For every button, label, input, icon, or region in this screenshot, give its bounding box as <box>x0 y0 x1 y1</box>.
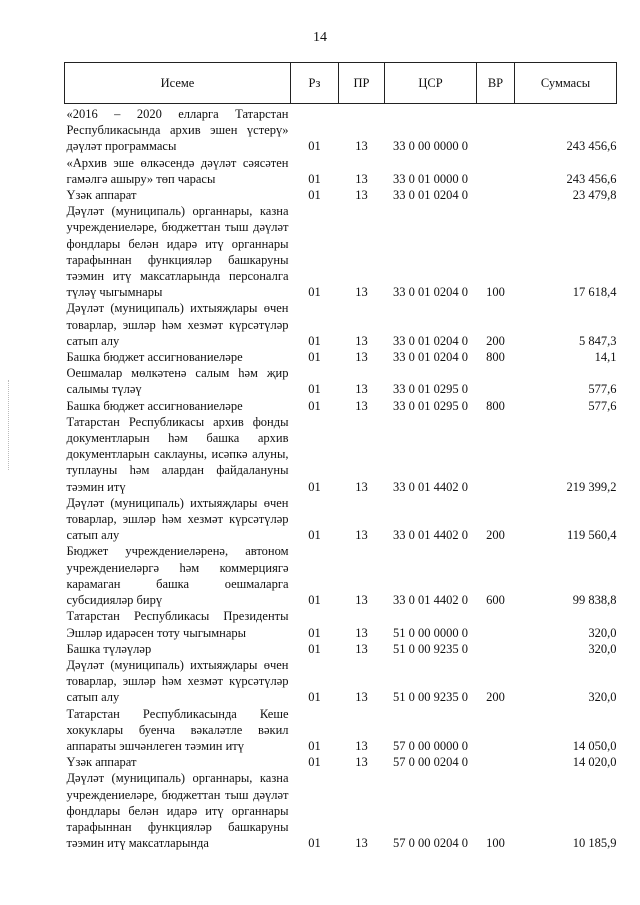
table-row <box>65 770 617 851</box>
row-rz: 01 <box>308 285 321 300</box>
row-rz: 01 <box>308 333 321 348</box>
row-vr <box>477 641 515 657</box>
header-rz: Рз <box>291 63 339 104</box>
table-header <box>65 63 617 104</box>
row-name: Оешмалар мөлкәтенә салым һәм җир салымы түләү <box>66 366 289 397</box>
table-row <box>65 155 617 187</box>
row-pr: 13 <box>355 738 368 753</box>
row-rz: 01 <box>308 836 321 851</box>
row-name: Үзәк аппарат <box>66 188 137 203</box>
row-pr: 13 <box>355 398 368 413</box>
row-sum: 577,6 <box>588 398 617 413</box>
row-vr: 600 <box>486 593 505 608</box>
row-rz: 01 <box>308 350 321 365</box>
row-pr: 13 <box>355 836 368 851</box>
row-vr <box>477 104 515 155</box>
row-vr: 100 <box>486 285 505 300</box>
table-row <box>65 543 617 608</box>
row-csr: 51 0 00 9235 0 <box>393 641 468 656</box>
row-csr: 33 0 01 0204 0 <box>393 285 468 300</box>
row-rz: 01 <box>308 382 321 397</box>
row-vr <box>477 608 515 640</box>
row-sum: 243 456,6 <box>566 171 617 186</box>
row-name: Үзәк аппарат <box>66 755 137 770</box>
row-name: Бюджет учреждениеләренә, автоном учреждениеләргә һәм коммерциягә карамаган башка оешмаларга субсидияләр бирү <box>66 544 289 608</box>
row-sum: 10 185,9 <box>572 836 617 851</box>
row-csr: 33 0 01 0000 0 <box>393 171 468 186</box>
row-rz: 01 <box>308 755 321 770</box>
row-vr <box>477 414 515 495</box>
row-sum: 5 847,3 <box>579 333 617 348</box>
row-pr: 13 <box>355 641 368 656</box>
table-row <box>65 641 617 657</box>
header-sum: Суммасы <box>515 63 617 104</box>
table-row <box>65 187 617 203</box>
table-row <box>65 104 617 155</box>
row-name: Дәүләт (муниципаль) ихтыяҗлары өчен товарлар, эшләр һәм хезмәт күрсәтүләр сатып алу <box>66 657 289 705</box>
row-vr: 100 <box>486 836 505 851</box>
table-row <box>65 706 617 755</box>
row-pr: 13 <box>355 625 368 640</box>
row-vr <box>477 155 515 187</box>
table-row <box>65 365 617 397</box>
header-pr: ПР <box>339 63 385 104</box>
page-number: 14 <box>313 30 327 45</box>
row-rz: 01 <box>308 139 321 154</box>
row-name: «2016 – 2020 елларга Татарстан Республикасында архив эшен үстерү» дәүләт программасы <box>66 107 289 154</box>
row-sum: 243 456,6 <box>566 139 617 154</box>
row-rz: 01 <box>308 171 321 186</box>
row-name: Дәүләт (муниципаль) ихтыяҗлары өчен товарлар, эшләр һәм хезмәт күрсәтүләр сатып алу <box>66 495 289 543</box>
table-row <box>65 495 617 544</box>
row-vr <box>477 187 515 203</box>
row-pr: 13 <box>355 350 368 365</box>
row-csr: 33 0 01 4402 0 <box>393 479 468 494</box>
row-pr: 13 <box>355 528 368 543</box>
row-sum: 99 838,8 <box>572 593 617 608</box>
scan-margin-mark <box>8 380 10 470</box>
row-sum: 320,0 <box>588 690 617 705</box>
row-vr: 200 <box>486 528 505 543</box>
budget-table <box>64 62 617 851</box>
row-sum: 119 560,4 <box>566 528 617 543</box>
row-csr: 33 0 01 0204 0 <box>393 350 468 365</box>
row-pr: 13 <box>355 382 368 397</box>
row-csr: 51 0 00 9235 0 <box>393 690 468 705</box>
row-pr: 13 <box>355 755 368 770</box>
header-csr: ЦСР <box>385 63 477 104</box>
row-pr: 13 <box>355 139 368 154</box>
row-pr: 13 <box>355 285 368 300</box>
row-pr: 13 <box>355 479 368 494</box>
row-sum: 577,6 <box>588 382 617 397</box>
row-rz: 01 <box>308 690 321 705</box>
row-name: Башка бюджет ассигнованиеләре <box>66 398 243 413</box>
row-csr: 33 0 01 4402 0 <box>393 528 468 543</box>
row-name: Башка бюджет ассигнованиеләре <box>66 350 243 365</box>
row-name: Дәүләт (муниципаль) органнары, казна учреждениеләре, бюджеттан тыш дәүләт фондлары белән идарә итү органнары тарафыннан функцияләр башкаруны тәэмин итү максатларында персоналга түләү чыгымнары <box>66 204 289 300</box>
table-body <box>65 104 617 852</box>
table-row <box>65 300 617 349</box>
row-rz: 01 <box>308 625 321 640</box>
row-vr <box>477 706 515 755</box>
row-pr: 13 <box>355 593 368 608</box>
row-sum: 14 020,0 <box>572 755 617 770</box>
table-row <box>65 398 617 414</box>
row-pr: 13 <box>355 188 368 203</box>
row-pr: 13 <box>355 333 368 348</box>
row-vr <box>477 754 515 770</box>
table-row <box>65 203 617 300</box>
row-csr: 33 0 01 0204 0 <box>393 188 468 203</box>
row-csr: 57 0 00 0204 0 <box>393 836 468 851</box>
row-sum: 17 618,4 <box>572 285 617 300</box>
row-rz: 01 <box>308 528 321 543</box>
row-name: Татарстан Республикасы Президенты Эшләр идарәсен тоту чыгымнары <box>66 609 289 640</box>
row-vr: 800 <box>486 350 505 365</box>
table-row <box>65 754 617 770</box>
row-rz: 01 <box>308 188 321 203</box>
row-sum: 219 399,2 <box>566 479 617 494</box>
table-row <box>65 657 617 706</box>
row-name: Татарстан Республикасы архив фонды документларын һәм башка архив документларын саклауны, исәпкә алуны, туплауны һәм алардан файдалануны тәэмин итү <box>66 414 289 494</box>
row-rz: 01 <box>308 593 321 608</box>
row-csr: 33 0 01 0295 0 <box>393 382 468 397</box>
row-csr: 33 0 01 0295 0 <box>393 398 468 413</box>
row-sum: 14 050,0 <box>572 738 617 753</box>
row-vr: 800 <box>486 398 505 413</box>
table-row <box>65 349 617 365</box>
header-vr: ВР <box>477 63 515 104</box>
row-rz: 01 <box>308 738 321 753</box>
row-csr: 57 0 00 0204 0 <box>393 755 468 770</box>
row-rz: 01 <box>308 479 321 494</box>
row-sum: 320,0 <box>588 625 617 640</box>
row-sum: 23 479,8 <box>572 188 617 203</box>
row-pr: 13 <box>355 171 368 186</box>
table-row <box>65 608 617 640</box>
row-csr: 33 0 01 4402 0 <box>393 593 468 608</box>
row-name: Татарстан Республикасында Кеше хокуклары буенча вәкаләтле вәкил аппараты эшчәнлеген тәэмин итү <box>66 706 289 753</box>
row-csr: 33 0 00 0000 0 <box>393 139 468 154</box>
row-sum: 320,0 <box>588 641 617 656</box>
row-pr: 13 <box>355 690 368 705</box>
row-name: «Архив эше өлкәсендә дәүләт сәясәтен гамәлгә ашыру» төп чарасы <box>66 155 289 186</box>
row-name: Башка түләүләр <box>66 641 152 656</box>
row-sum: 14,1 <box>594 350 617 365</box>
row-name: Дәүләт (муниципаль) органнары, казна учреждениеләре, бюджеттан тыш дәүләт фондлары белән идарә итү органнары тарафыннан функцияләр башкаруны тәэмин итү максатларында <box>66 771 289 851</box>
table-row <box>65 414 617 495</box>
row-csr: 33 0 01 0204 0 <box>393 333 468 348</box>
row-vr: 200 <box>486 690 505 705</box>
header-name: Исеме <box>65 63 291 104</box>
row-rz: 01 <box>308 641 321 656</box>
row-csr: 51 0 00 0000 0 <box>393 625 468 640</box>
row-name: Дәүләт (муниципаль) ихтыяҗлары өчен товарлар, эшләр һәм хезмәт күрсәтүләр сатып алу <box>66 301 289 348</box>
row-rz: 01 <box>308 398 321 413</box>
row-csr: 57 0 00 0000 0 <box>393 738 468 753</box>
row-vr <box>477 365 515 397</box>
row-vr: 200 <box>486 333 505 348</box>
